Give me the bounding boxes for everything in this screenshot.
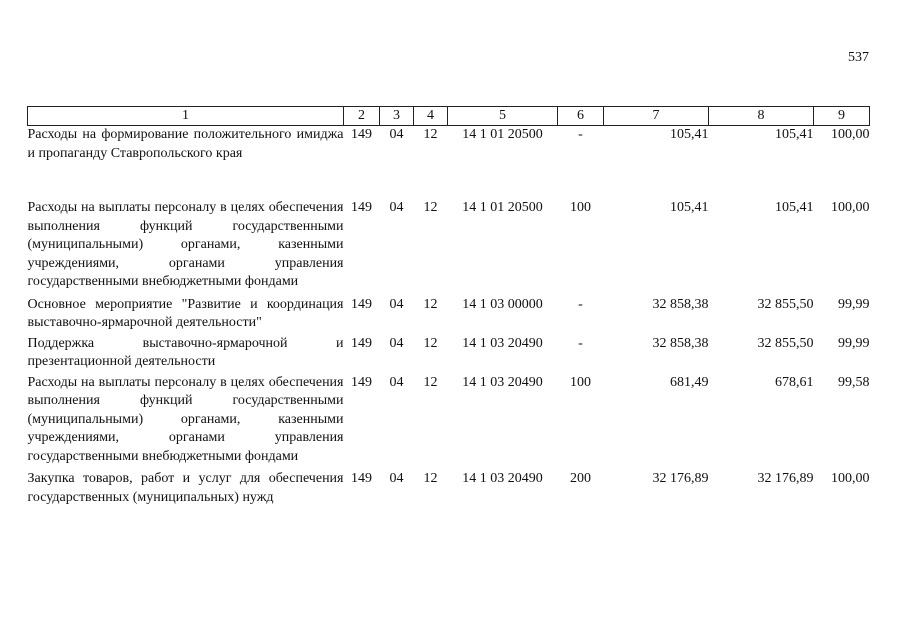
table-row — [28, 296, 870, 335]
header-col-8: 8 — [709, 107, 814, 126]
header-col-3: 3 — [380, 107, 414, 126]
ministry-code: 149 — [351, 200, 372, 215]
expense-type-code: - — [578, 296, 583, 312]
expense-type-code: 100 — [570, 200, 591, 215]
subsection-code: 12 — [423, 127, 438, 142]
executed-amount: 32 176,89 — [757, 471, 814, 486]
ministry-code: 149 — [351, 127, 372, 142]
subsection-code: 12 — [423, 374, 438, 390]
expense-type-code: 200 — [570, 471, 591, 486]
subsection-code: 12 — [423, 335, 438, 351]
target-article-code: 14 1 01 20500 — [462, 200, 543, 215]
target-article-code: 14 1 03 00000 — [462, 296, 543, 312]
header-col-9: 9 — [814, 107, 870, 126]
executed-amount: 105,41 — [775, 200, 814, 215]
execution-percent: 100,00 — [831, 127, 870, 142]
ministry-code: 149 — [351, 374, 372, 390]
executed-amount: 32 855,50 — [757, 296, 814, 312]
header-col-2: 2 — [344, 107, 380, 126]
row-description: Закупка товаров, работ и услуг для обеспечения государственных (муниципальных) нужд — [27, 471, 344, 505]
target-article-code: 14 1 01 20500 — [462, 127, 543, 142]
execution-percent: 99,58 — [838, 374, 870, 390]
header-col-5: 5 — [448, 107, 558, 126]
header-row — [28, 107, 870, 126]
table-row — [28, 199, 870, 296]
row-description: Расходы на выплаты персоналу в целях обеспечения выполнения функций государственными (муниципальными) органами, казенными учреждениями, органами управления государственными внебюджетными фондами — [27, 374, 344, 464]
ministry-code: 149 — [351, 296, 372, 312]
planned-amount: 32 858,38 — [652, 296, 709, 312]
planned-amount: 105,41 — [670, 200, 709, 215]
table-row — [28, 470, 870, 507]
planned-amount: 105,41 — [670, 127, 709, 142]
row-description: Поддержка выставочно-ярмарочной и презентационной деятельности — [27, 335, 344, 369]
execution-percent: 100,00 — [831, 471, 870, 486]
row-description: Расходы на выплаты персоналу в целях обеспечения выполнения функций государственными (муниципальными) органами, казенными учреждениями, органами управления государственными внебюджетными фондами — [27, 200, 344, 289]
planned-amount: 681,49 — [670, 374, 709, 390]
section-code: 04 — [389, 200, 404, 215]
page-number: 537 — [848, 50, 869, 65]
planned-amount: 32 858,38 — [652, 335, 709, 351]
section-code: 04 — [389, 296, 404, 312]
execution-percent: 100,00 — [831, 200, 870, 215]
subsection-code: 12 — [423, 200, 438, 215]
section-code: 04 — [389, 374, 404, 390]
section-code: 04 — [389, 127, 404, 142]
header-col-4: 4 — [414, 107, 448, 126]
row-description: Расходы на формирование положительного имиджа и пропаганду Ставропольского края — [27, 127, 344, 161]
target-article-code: 14 1 03 20490 — [462, 471, 543, 486]
budget-table — [27, 106, 870, 507]
ministry-code: 149 — [351, 335, 372, 351]
row-description: Основное мероприятие "Развитие и координация выставочно-ярмарочной деятельности" — [27, 296, 344, 330]
section-code: 04 — [389, 471, 404, 486]
target-article-code: 14 1 03 20490 — [462, 374, 543, 390]
executed-amount: 678,61 — [775, 374, 814, 390]
table-row — [28, 374, 870, 471]
expense-type-code: - — [578, 335, 583, 351]
header-col-1: 1 — [28, 107, 344, 126]
expense-type-code: 100 — [570, 374, 591, 390]
ministry-code: 149 — [351, 471, 372, 486]
header-col-7: 7 — [604, 107, 709, 126]
execution-percent: 99,99 — [838, 335, 870, 351]
execution-percent: 99,99 — [838, 296, 870, 312]
subsection-code: 12 — [423, 296, 438, 312]
table-row — [28, 126, 870, 200]
expense-type-code: - — [578, 127, 583, 142]
executed-amount: 32 855,50 — [757, 335, 814, 351]
section-code: 04 — [389, 335, 404, 351]
target-article-code: 14 1 03 20490 — [462, 335, 543, 351]
planned-amount: 32 176,89 — [652, 471, 709, 486]
header-col-6: 6 — [558, 107, 604, 126]
table-row — [28, 335, 870, 374]
executed-amount: 105,41 — [775, 127, 814, 142]
subsection-code: 12 — [423, 471, 438, 486]
